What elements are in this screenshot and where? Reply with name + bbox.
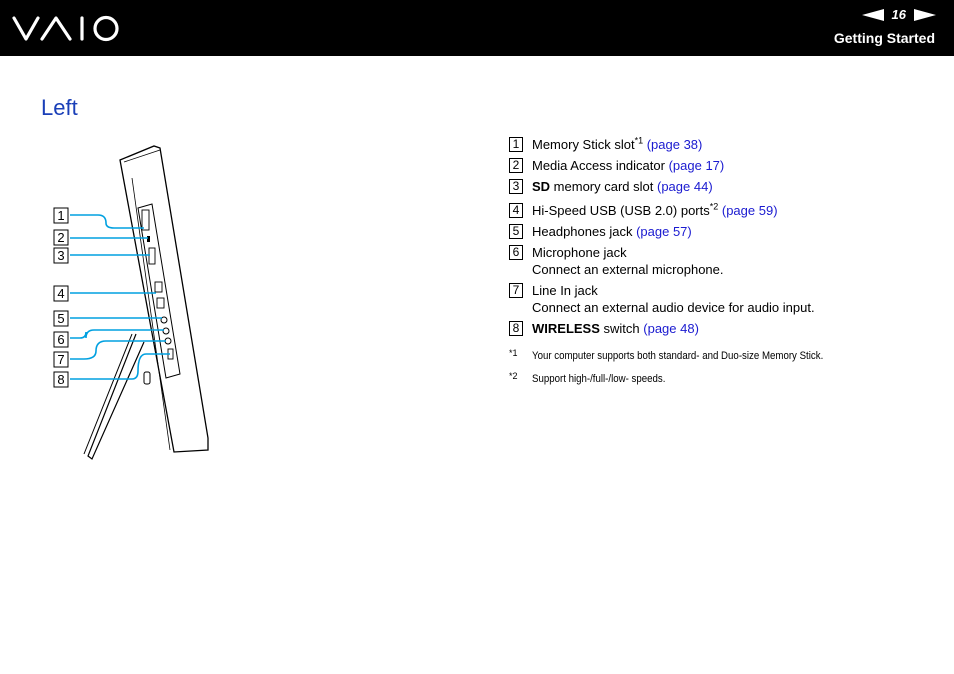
list-item: 3 SD memory card slot (page 44) bbox=[509, 178, 939, 195]
svg-text:8: 8 bbox=[57, 372, 65, 387]
callout-4 bbox=[54, 286, 68, 301]
list-item: 1 Memory Stick slot$^{*1}$ (page 38) bbox=[509, 136, 939, 153]
list-item: 7 Line In jack Connect an external audio device for audio input. bbox=[509, 282, 939, 316]
previous-page-icon[interactable] bbox=[862, 9, 884, 21]
computer-left-side-diagram bbox=[48, 138, 228, 460]
page-link[interactable]: (page 59) bbox=[721, 203, 778, 218]
page-nav bbox=[862, 7, 936, 22]
page-link[interactable]: (page 17) bbox=[668, 158, 725, 173]
next-page-icon[interactable] bbox=[914, 9, 936, 21]
svg-text:1: 1 bbox=[57, 208, 65, 223]
list-item: 2 Media Access indicator (page 17) bbox=[509, 157, 939, 174]
vaio-logo bbox=[12, 12, 122, 44]
callout-1 bbox=[54, 208, 68, 223]
footnote: *2 Support high-/full-/low- speeds. bbox=[509, 371, 666, 385]
page-header bbox=[0, 0, 954, 56]
list-item: 8 WIRELESS switch (page 48) bbox=[509, 320, 939, 337]
callout-3 bbox=[54, 248, 68, 263]
list-item: 4 Hi-Speed USB (USB 2.0) ports$^{*2}$ (page 59) bbox=[509, 202, 939, 219]
callout-7 bbox=[54, 352, 68, 367]
footnote: *1 Your computer supports both standard- and Duo-size Memory Stick. bbox=[509, 348, 824, 362]
callout-2 bbox=[54, 230, 68, 245]
page-link[interactable]: (page 57) bbox=[636, 224, 692, 239]
page-title: Left bbox=[41, 95, 78, 120]
page-link[interactable]: (page 44) bbox=[657, 179, 713, 194]
svg-text:7: 7 bbox=[57, 352, 65, 367]
list-item: 5 Headphones jack (page 57) bbox=[509, 223, 939, 240]
svg-text:3: 3 bbox=[57, 248, 65, 263]
list-item: 6 Microphone jack Connect an external microphone. bbox=[509, 244, 939, 278]
svg-text:4: 4 bbox=[57, 286, 65, 301]
callout-6 bbox=[54, 332, 68, 347]
svg-text:2: 2 bbox=[57, 230, 65, 245]
callout-8 bbox=[54, 372, 68, 387]
callout-5 bbox=[54, 311, 68, 326]
page-link[interactable]: (page 38) bbox=[646, 137, 703, 152]
section-title: Getting Started bbox=[833, 30, 935, 46]
svg-text:6: 6 bbox=[57, 332, 65, 347]
svg-text:5: 5 bbox=[57, 311, 65, 326]
component-list bbox=[509, 136, 939, 386]
page-number: 16 bbox=[891, 7, 906, 22]
page-link[interactable]: (page 48) bbox=[643, 321, 699, 336]
